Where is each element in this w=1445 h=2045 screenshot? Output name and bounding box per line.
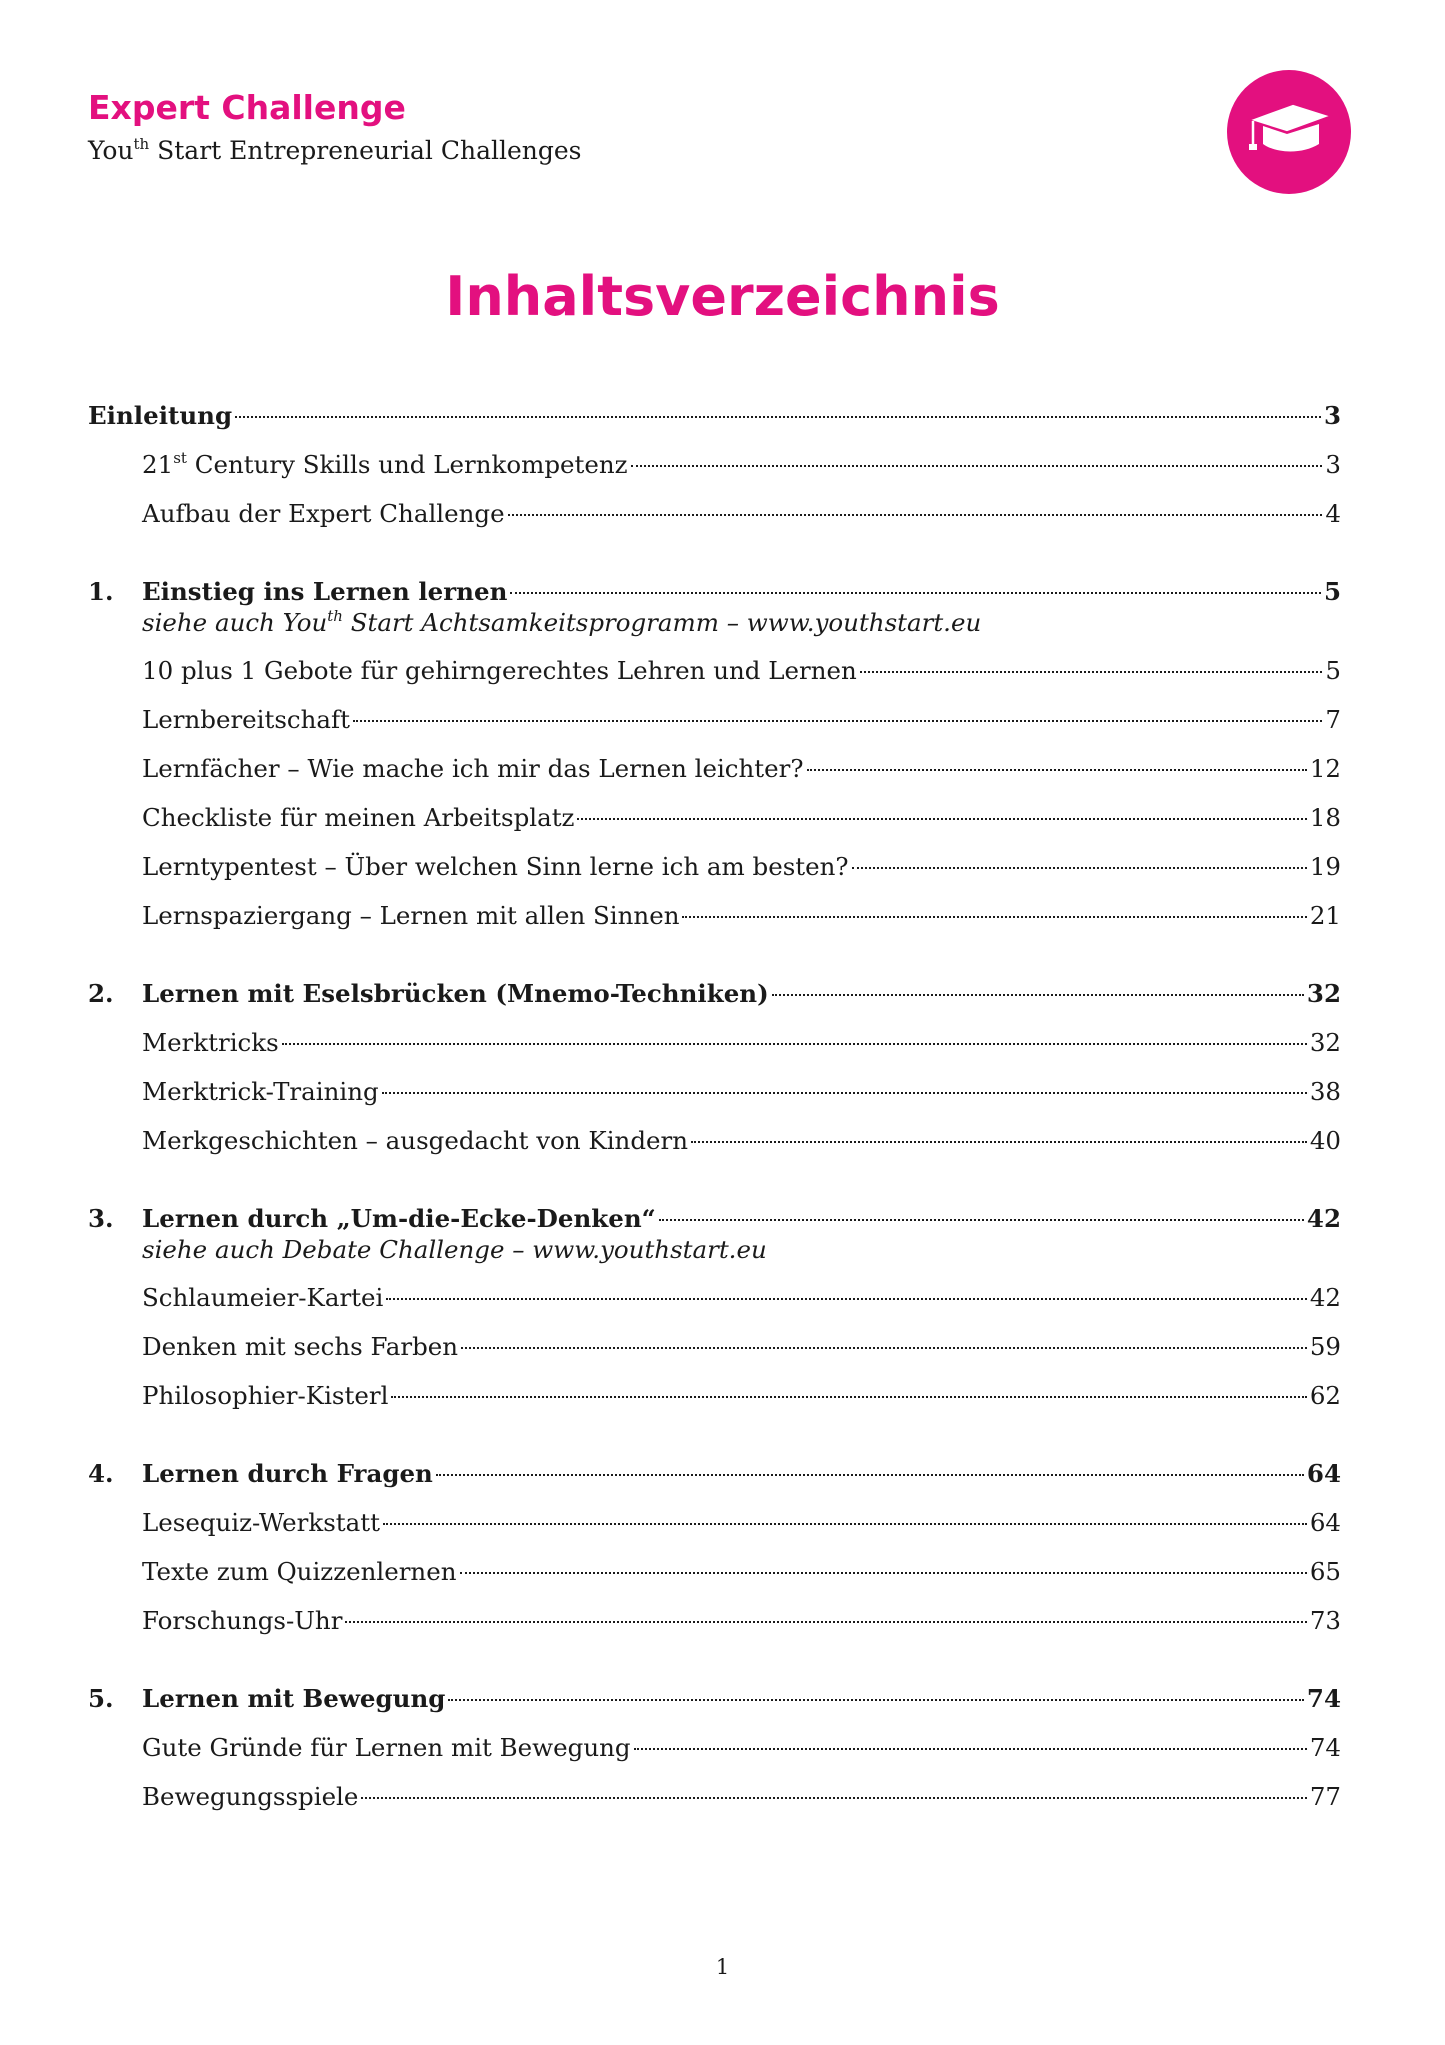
dot-leader (235, 416, 1321, 418)
toc-entry[interactable] (88, 1723, 1341, 1772)
toc-page-number: 77 (1309, 1782, 1341, 1811)
brand-title: Expert Challenge (88, 88, 406, 127)
toc-heading-label: Einstieg ins Lernen lernen (142, 577, 508, 606)
toc-page-number: 4 (1325, 499, 1341, 528)
toc-page-number: 42 (1306, 1204, 1341, 1233)
dot-leader (353, 720, 1322, 722)
graduation-cap-icon (1227, 70, 1351, 194)
toc-entry-label-pre: 21 (142, 450, 174, 479)
toc-heading-label: Lernen durch Fragen (142, 1459, 433, 1488)
toc-page-number: 40 (1309, 1126, 1341, 1155)
dot-leader (361, 1797, 1306, 1799)
dot-leader (382, 1092, 1307, 1094)
toc-section-number: 3. (88, 1204, 114, 1233)
toc-page-number: 65 (1309, 1557, 1341, 1586)
toc-section-number: 5. (88, 1684, 114, 1713)
note-post: Start Achtsamkeitsprogramm – www.youthstart.eu (342, 608, 982, 637)
toc-page-number: 64 (1309, 1508, 1341, 1537)
toc-heading-section-3[interactable] (88, 1194, 1341, 1243)
dot-leader (448, 1699, 1303, 1701)
toc-page-number: 64 (1306, 1459, 1341, 1488)
toc-page-number: 74 (1309, 1733, 1341, 1762)
toc-heading-label: Lernen mit Eselsbrücken (Mnemo-Techniken) (142, 979, 769, 1008)
toc-entry[interactable] (88, 489, 1341, 538)
toc-entry-label (142, 440, 628, 489)
document-header (88, 88, 582, 168)
toc-entry-label: Denken mit sechs Farben (142, 1332, 459, 1361)
dot-leader (461, 1347, 1307, 1349)
toc-page-number: 59 (1309, 1332, 1341, 1361)
toc-heading-section-2[interactable] (88, 969, 1341, 1018)
toc-page-number: 74 (1306, 1684, 1341, 1713)
toc-entry-label: Aufbau der Expert Challenge (142, 499, 505, 528)
table-of-contents (88, 391, 1341, 1821)
section-note: siehe auch Debate Challenge – www.youthstart.eu (142, 1235, 767, 1264)
dot-leader (391, 1396, 1306, 1398)
note-pre: siehe auch You (142, 608, 328, 637)
toc-heading-section-5[interactable] (88, 1674, 1341, 1723)
toc-page-number: 3 (1323, 401, 1341, 430)
dot-leader (436, 1474, 1304, 1476)
toc-heading-label: Lernen durch „Um-die-Ecke-Denken“ (142, 1204, 656, 1233)
dot-leader (631, 465, 1323, 467)
toc-entry-label-post: Century Skills und Lernkompetenz (186, 450, 628, 479)
toc-entry[interactable] (88, 1273, 1341, 1322)
toc-page-number: 42 (1309, 1283, 1341, 1312)
toc-page-number: 62 (1309, 1381, 1341, 1410)
dot-leader (282, 1043, 1307, 1045)
toc-page-number: 32 (1306, 979, 1341, 1008)
note-sup: th (327, 607, 343, 625)
toc-entry-label: Lesequiz-Werkstatt (142, 1508, 380, 1537)
toc-section-number: 1. (88, 577, 114, 606)
toc-page-number: 38 (1309, 1077, 1341, 1106)
toc-entry-label-sup: st (173, 449, 187, 467)
page-title: Inhaltsverzeichnis (445, 265, 1000, 328)
toc-page-number: 5 (1323, 577, 1341, 606)
toc-entry-label: 10 plus 1 Gebote für gehirngerechtes Lehren und Lernen (142, 656, 857, 685)
toc-entry[interactable] (88, 1322, 1341, 1371)
toc-entry-label: Philosophier-Kisterl (142, 1381, 389, 1410)
toc-page-number: 32 (1309, 1028, 1341, 1057)
toc-entry[interactable] (88, 695, 1341, 744)
toc-entry-label: Checkliste für meinen Arbeitsplatz (142, 803, 575, 832)
dot-leader (510, 592, 1321, 594)
subtitle-pre: You (88, 136, 134, 165)
toc-entry-label: Bewegungsspiele (142, 1782, 359, 1811)
toc-entry[interactable] (88, 646, 1341, 695)
toc-entry-label: Merktrick-Training (142, 1077, 379, 1106)
toc-entry-label: Gute Gründe für Lernen mit Bewegung (142, 1733, 631, 1762)
toc-entry-label: Lernbereitschaft (142, 705, 350, 734)
dot-leader (682, 916, 1306, 918)
toc-entry-label: Lernfächer – Wie mache ich mir das Lernen leichter? (142, 754, 804, 783)
dot-leader (860, 671, 1323, 673)
toc-page-number: 3 (1325, 450, 1341, 479)
dot-leader (345, 1621, 1306, 1623)
dot-leader (386, 1298, 1306, 1300)
toc-entry[interactable] (88, 1772, 1341, 1821)
toc-entry[interactable] (88, 1596, 1341, 1645)
toc-heading-introduction[interactable] (88, 391, 1341, 440)
toc-entry[interactable] (88, 842, 1341, 891)
dot-leader (807, 769, 1307, 771)
toc-heading-section-4[interactable] (88, 1449, 1341, 1498)
toc-page-number: 19 (1309, 852, 1341, 881)
toc-entry-label: Lerntypentest – Über welchen Sinn lerne ich am besten? (142, 852, 849, 881)
toc-entry-label: Schlaumeier-Kartei (142, 1283, 384, 1312)
dot-leader (577, 818, 1306, 820)
toc-page-number: 73 (1309, 1606, 1341, 1635)
toc-page-number: 12 (1309, 754, 1341, 783)
toc-entry[interactable] (88, 891, 1341, 940)
toc-page-number: 21 (1309, 901, 1341, 930)
toc-section-number: 2. (88, 979, 114, 1008)
toc-entry[interactable] (88, 440, 1341, 489)
dot-leader (659, 1219, 1304, 1221)
toc-section-number: 4. (88, 1459, 114, 1488)
toc-heading-label: Lernen mit Bewegung (142, 1684, 446, 1713)
brand-subtitle (88, 134, 582, 168)
dot-leader (508, 514, 1323, 516)
toc-entry-label: Merkgeschichten – ausgedacht von Kindern (142, 1126, 688, 1155)
dot-leader (634, 1748, 1307, 1750)
toc-entry[interactable] (88, 1371, 1341, 1420)
page-number: 1 (715, 1955, 730, 1979)
toc-entry[interactable] (88, 1498, 1341, 1547)
toc-entry[interactable] (88, 1018, 1341, 1067)
toc-entry[interactable] (88, 1116, 1341, 1165)
toc-page-number: 5 (1325, 656, 1341, 685)
toc-heading-section-1[interactable] (88, 567, 1341, 616)
toc-entry-label: Forschungs-Uhr (142, 1606, 343, 1635)
subtitle-sup: th (133, 135, 150, 153)
toc-entry[interactable] (88, 744, 1341, 793)
dot-leader (460, 1572, 1307, 1574)
toc-page-number: 7 (1325, 705, 1341, 734)
toc-entry[interactable] (88, 793, 1341, 842)
toc-entry[interactable] (88, 1067, 1341, 1116)
subtitle-post: Start Entrepreneurial Challenges (149, 136, 582, 165)
dot-leader (852, 867, 1307, 869)
toc-entry-label: Merktricks (142, 1028, 279, 1057)
dot-leader (691, 1141, 1307, 1143)
toc-entry-label: Lernspaziergang – Lernen mit allen Sinnen (142, 901, 680, 930)
toc-entry-label: Texte zum Quizzenlernen (142, 1557, 457, 1586)
toc-entry[interactable] (88, 1547, 1341, 1596)
toc-heading-label: Einleitung (88, 401, 233, 430)
dot-leader (383, 1523, 1307, 1525)
dot-leader (772, 994, 1304, 996)
toc-page-number: 18 (1309, 803, 1341, 832)
